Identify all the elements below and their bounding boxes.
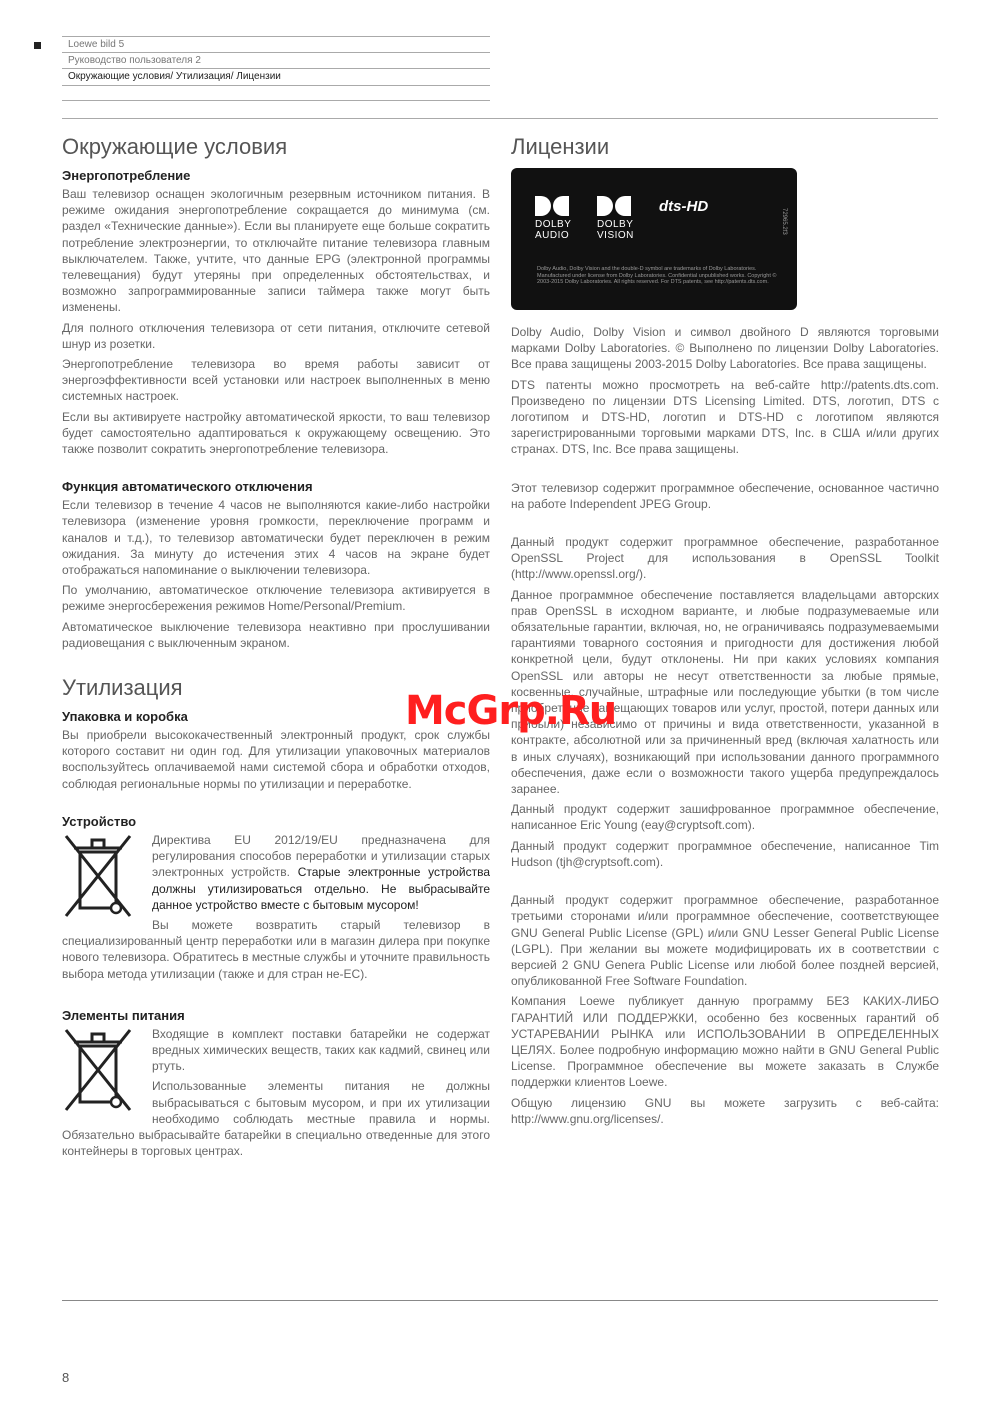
dolby-notice: Dolby Audio, Dolby Vision и символ двойного D являются торговыми марками Dolby Laboratories. © Выполнено по лицензии Dolby Laboratories. Все права защищены 2003-2015 Dolby Laboratories. Все права защищены. bbox=[511, 325, 939, 372]
autooff-p3: Автоматическое выключение телевизора неактивно при прослушивании радиовещания с выключенным экраном. bbox=[62, 619, 490, 650]
tim-hudson-notice: Данный продукт содержит программное обеспечение, написанное Tim Hudson (tjh@cryptsoft.com). bbox=[511, 838, 939, 869]
battery-p2: Использованные элементы питания не должны выбрасываться с бытовым мусором, и при их утилизации необходимо соблюдать местные правила и нормы. Обязательно выбрасывайте батарейки в специально отведенные для этого контейнеры в торговых центрах. bbox=[62, 1079, 490, 1159]
energy-p4: Если вы активируете настройку автоматической яркости, то ваш телевизор будет самостоятельно адаптироваться к окружающему освещению. Это также позволит сократить энергопотребление телевизора. bbox=[62, 409, 490, 457]
device-p1a: Директива EU 2012/19/EU предназначена для регулирования способов переработки и утилизации старых электронных устройств. bbox=[152, 832, 490, 880]
battery-section bbox=[62, 1008, 490, 1164]
dolby-vision-logo bbox=[597, 196, 645, 241]
energy-p1: Ваш телевизор оснащен экологичным резервным источником питания. В режиме ожидания энергопотребление сокращается до минимума (см. раздел «Технические данные»). Если вы планируете еще больше сократить потребление электроэнергии, то отключайте питание телевизора главным выключателем. Также, учтите, что данные EPG (электронной программы телевещания) будут утеряны при определенных обстоятельствах, и возможно запрограммированные записи таймера также могут быть изменены. bbox=[62, 187, 490, 315]
packaging-p1: Вы приобрели высококачественный электронный продукт, срок службы которого составит ни один год. Для утилизации упаковочных материалов воспользуйтесь оплачиваемой нами системой сбора и обработки отходов, соблюдая региональные нормы по утилизации и переработке. bbox=[62, 728, 490, 791]
energy-title: Энергопотребление bbox=[62, 168, 191, 183]
licenses-heading: Лицензии bbox=[511, 134, 610, 159]
autooff-p2: По умолчанию, автоматическое отключение телевизора активируется в режиме энергосбережения режимов Home/Personal/Premium. bbox=[62, 583, 490, 614]
energy-p3: Энергопотребление телевизора во время работы зависит от энергоэффективности всей установки или настроек выполненных в меню системных настроек. bbox=[62, 357, 490, 404]
openssl-disclaimer: Данное программное обеспечение поставляется владельцами авторских прав OpenSSL в исходном варианте, и любые подразумеваемые или обязательные гарантии, включая, но, не ограничиваясь подразумеваемыми гарантиями товарного состояния и пригодности для достижения любой конкретной цели, будут отклонены. Ни при каких условиях компания OpenSSL или авторы не несут ответственности за любые прямые, косвенные, случайные, штрафные или последующие убытки (в том числе приобретение замещающих товаров или услуг, простой, потери данных или прибыли) независимо от причины и вида ответственности, указанной в контракте, абсолютной или за причиненный вред (включая халатность или в иных случаях), возникающий при использовании данного программного обеспечения, даже если о возможности такого ущерба предупреждалось заранее. bbox=[511, 587, 939, 797]
gnu-download: Общую лицензию GNU вы можете загрузить с веб-сайта: http://www.gnu.org/licenses/. bbox=[511, 1095, 939, 1126]
device-p2: Вы можете возвратить старый телевизор в специализированный центр переработки или в магазин дилера при покупке нового телевизора. Обратитесь в местные службы и уточните правильность выбора метода утилизации (также и для стран не-ЕС). bbox=[62, 917, 490, 981]
device-section bbox=[62, 814, 490, 986]
eric-young-notice: Данный продукт содержит зашифрованное программное обеспечение, написанное Eric Young (eay@cryptsoft.com). bbox=[511, 802, 939, 833]
license-logos bbox=[511, 168, 797, 310]
autooff-p1: Если телевизор в течение 4 часов не выполняются какие-либо настройки телевизора (изменение уровня громкости, переключение программ и каналов и т.д.), то телевизор автоматически будет переключен в режим ожидания. За минуту до истечения этих 4 часов на экране будет отображаться напоминание о выключении телевизора. bbox=[62, 498, 490, 578]
energy-section bbox=[62, 168, 490, 457]
dts-hd-logo: dts-HD bbox=[659, 198, 709, 215]
device-row bbox=[62, 832, 490, 986]
autooff-title: Функция автоматического отключения bbox=[62, 479, 313, 495]
logo-legal-text: Dolby Audio, Dolby Vision and the double-D symbol are trademarks of Dolby Laboratories. Manufactured under license from Dolby Laboratories. Confidential unpublished works. Copyright © 2003-2015 Dolby Laboratories. All rights reserved. For DTS patents, see http://patents.dts.com. bbox=[537, 266, 777, 285]
header-manual: Руководство пользователя 2 bbox=[62, 52, 490, 68]
disposal-heading: Утилизация bbox=[62, 675, 183, 701]
top-divider bbox=[62, 118, 938, 119]
bottom-divider bbox=[62, 1300, 938, 1301]
openssl-notice: Данный продукт содержит программное обеспечение, разработанное OpenSSL Project для использования в OpenSSL Toolkit (http://www.openssl.org/). bbox=[511, 535, 939, 582]
page-header bbox=[62, 36, 490, 101]
device-title: Устройство bbox=[62, 813, 137, 829]
header-product: Loewe bild 5 bbox=[62, 36, 490, 52]
header-marker bbox=[34, 42, 41, 49]
packaging-title: Упаковка и коробка bbox=[62, 709, 188, 725]
dolby-audio-logo bbox=[535, 196, 583, 241]
dolby-audio-text2: AUDIO bbox=[535, 230, 570, 241]
dolby-audio-text1: DOLBY bbox=[535, 219, 572, 230]
crossed-battery-bin-icon bbox=[62, 1026, 134, 1114]
env-heading: Окружающие условия bbox=[62, 134, 288, 159]
energy-p2: Для полного отключения телевизора от сети питания, отключите сетевой шнур из розетки. bbox=[62, 320, 490, 351]
battery-row bbox=[62, 1026, 490, 1164]
dolby-double-d-icon bbox=[597, 196, 631, 216]
dolby-vision-text2: VISION bbox=[597, 230, 634, 241]
warranty-notice: Компания Loewe публикует данную программу БЕЗ КАКИХ-ЛИБО ГАРАНТИЙ ИЛИ ПОДДЕРЖКИ, особенно без косвенных гарантий об УСТАРЕВАНИИ РЫНКА или ИСПОЛЬЗОВАНИИ В ОПРЕДЕЛЕННЫХ ЦЕЛЯХ. Более подробную информацию можно найти в GNU General Public License. Программное обеспечение вы можете заказать в Службе поддержки клиентов Loewe. bbox=[511, 994, 939, 1090]
jpeg-notice: Этот телевизор содержит программное обеспечение, основанное частично на работе Independent JPEG Group. bbox=[511, 480, 939, 511]
right-column bbox=[511, 132, 939, 1131]
header-chapter: Окружающие условия/ Утилизация/ Лицензии bbox=[62, 68, 490, 86]
battery-p1: Входящие в комплект поставки батарейки не содержат вредных химических веществ, таких как кадмий, свинец или ртуть. bbox=[152, 1026, 490, 1074]
dts-notice: DTS патенты можно просмотреть на веб-сайте http://patents.dts.com. Произведено по лицензии DTS Licensing Limited. DTS, логотип, DTS с логотипом и DTS-HD, логотип и DTS-HD с логотипом являются зарегистрированными торговыми марками DTS, Inc. в США и/или других странах. DTS, Inc. Все права защищены. bbox=[511, 377, 939, 457]
watermark: McGrp.Ru bbox=[405, 688, 617, 734]
dolby-double-d-icon bbox=[535, 196, 569, 216]
logo-code: 72965.2f3 bbox=[781, 208, 787, 235]
device-p1b: Старые электронные устройства должны утилизироваться отдельно. Не выбрасывайте данное устройство вместе с бытовым мусором! bbox=[152, 865, 490, 912]
left-column bbox=[62, 132, 490, 1185]
page-number: 8 bbox=[62, 1370, 70, 1385]
dolby-vision-text1: DOLBY bbox=[597, 219, 634, 230]
header-divider bbox=[62, 86, 490, 101]
battery-title: Элементы питания bbox=[62, 1007, 185, 1023]
gpl-notice: Данный продукт содержит программное обеспечение, разработанное третьими сторонами и/или программное обеспечение, соответствующее GNU General Public License (GPL) и/или GNU Lesser General Public License (LGPL). При желании вы можете модифицировать их в соответствии с версией 2 GNU Genera Public License или любой более поздней версией, опубликованной Free Software Foundation. bbox=[511, 893, 939, 989]
crossed-bin-icon bbox=[62, 832, 134, 920]
autooff-section bbox=[62, 479, 490, 651]
